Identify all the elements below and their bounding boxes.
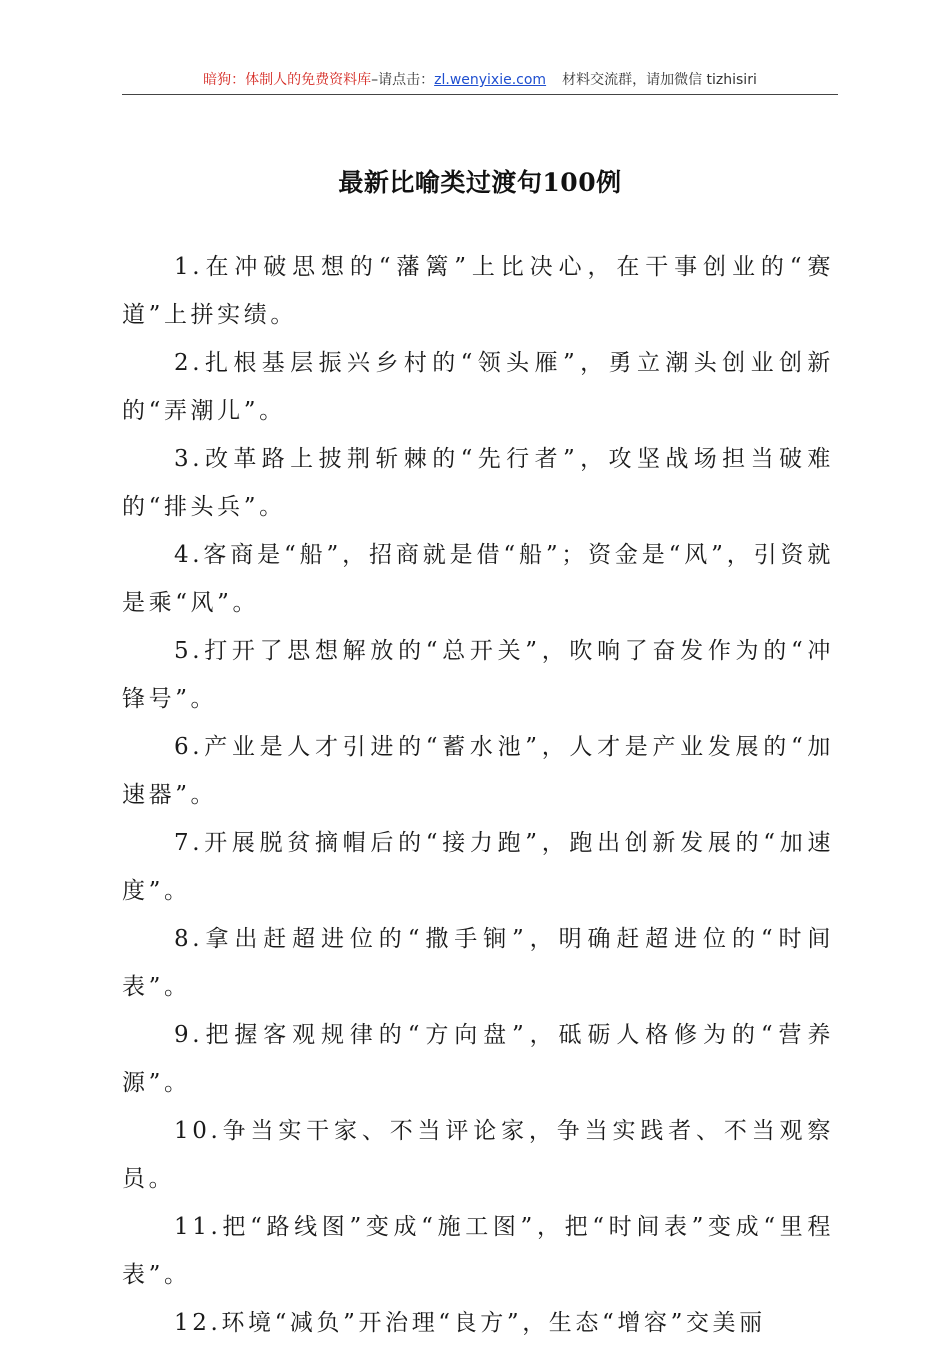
header-link[interactable]: zl.wenyixie.com [434,72,547,88]
paragraph: 7.开展脱贫摘帽后的“接力跑”，跑出创新发展的“加速度”。 [122,830,834,904]
paragraph: 10.争当实干家、不当评论家，争当实践者、不当观察员。 [122,1118,834,1192]
document-title: 最新比喻类过渡句100例 [338,167,622,197]
document-body [122,243,834,1347]
paragraph: 1.在冲破思想的“藩篱”上比决心，在干事创业的“赛道”上拼实绩。 [122,254,834,328]
header-contact: 材料交流群，请加微信 tizhisiri [562,72,757,88]
paragraph: 5.打开了思想解放的“总开关”，吹响了奋发作为的“冲锋号”。 [122,638,834,712]
header-notice: 暗狗：体制人的免费资料库 [203,72,372,88]
header-divider [122,94,838,95]
paragraph: 3.改革路上披荆斩棘的“先行者”，攻坚战场担当破难的“排头兵”。 [122,446,834,520]
paragraph: 4.客商是“船”，招商就是借“船”；资金是“风”，引资就是乘“风”。 [122,542,834,616]
paragraph: 11.把“路线图”变成“施工图”，把“时间表”变成“里程表”。 [122,1214,834,1288]
page-header [122,70,838,94]
header-prompt: –请点击： [371,72,435,88]
paragraph: 8.拿出赶超进位的“撒手锏”，明确赶超进位的“时间表”。 [122,926,834,1000]
paragraph: 12.环境“减负”开治理“良方”，生态“增容”交美丽 [174,1310,766,1336]
paragraph: 9.把握客观规律的“方向盘”，砥砺人格修为的“营养源”。 [122,1022,834,1096]
paragraph: 6.产业是人才引进的“蓄水池”，人才是产业发展的“加速器”。 [122,734,834,808]
paragraph: 2.扎根基层振兴乡村的“领头雁”，勇立潮头创业创新的“弄潮儿”。 [122,350,834,424]
